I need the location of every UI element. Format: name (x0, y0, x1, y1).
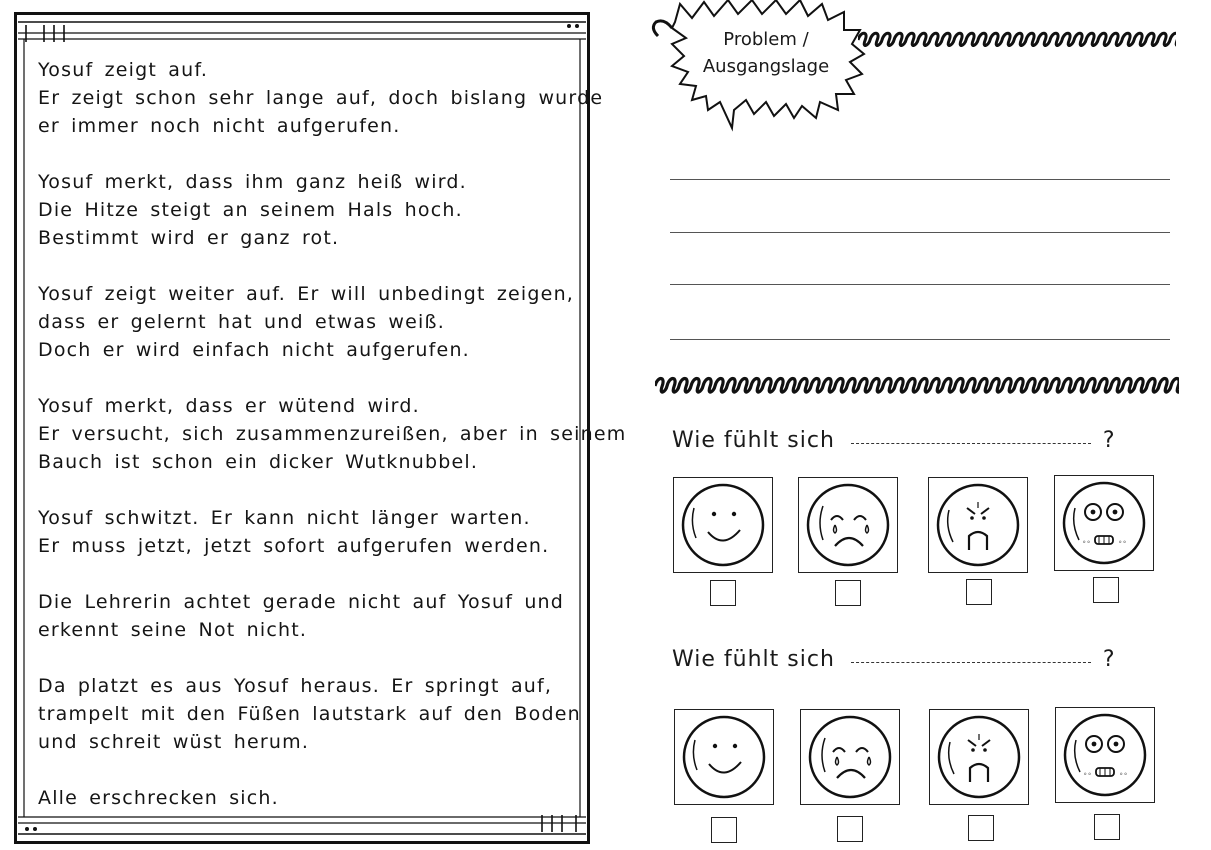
scared-face-icon[interactable] (1055, 707, 1155, 803)
name-blank[interactable] (851, 661, 1091, 663)
svg-text:∘∘: ∘∘ (1082, 538, 1091, 546)
angry-face-icon[interactable] (928, 477, 1028, 573)
svg-text:∘∘: ∘∘ (1118, 538, 1127, 546)
story-line: Bauch ist schon ein dicker Wutknubbel. (38, 451, 479, 473)
story-paragraph (38, 392, 627, 476)
story-frame (14, 12, 627, 844)
writing-line[interactable] (670, 339, 1170, 340)
story-line: Alle erschrecken sich. (38, 787, 279, 809)
bubble-label-line-1: Problem / (723, 29, 809, 50)
checkbox-angry[interactable] (968, 815, 994, 841)
feeling-question-text: Wie fühlt sich (672, 428, 835, 453)
sad-crying-face-icon[interactable] (798, 477, 898, 573)
story-line: Yosuf merkt, dass ihm ganz heiß wird. (38, 171, 467, 193)
story-paragraph (38, 588, 583, 644)
checkbox-angry[interactable] (966, 579, 992, 605)
bubble-label (640, 26, 892, 80)
story-line: Er versucht, sich zusammenzureißen, aber in seinem (38, 423, 627, 445)
story-line: Die Lehrerin achtet gerade nicht auf Yosuf und (38, 591, 565, 613)
sad-crying-face-icon[interactable] (800, 709, 900, 805)
checkbox-happy[interactable] (710, 580, 736, 606)
squiggle-divider-top (858, 26, 1176, 52)
angry-face-icon[interactable] (929, 709, 1029, 805)
bubble-label-line-2: Ausgangslage (702, 56, 830, 77)
svg-text:∘∘: ∘∘ (1083, 770, 1092, 778)
story-line: Er zeigt schon sehr lange auf, doch bislang wurde (38, 87, 604, 109)
story-line: Er muss jetzt, jetzt sofort aufgerufen werden. (38, 535, 550, 557)
story-line: Die Hitze steigt an seinem Hals hoch. (38, 199, 463, 221)
story-paragraph (38, 56, 604, 140)
writing-line[interactable] (670, 232, 1170, 233)
question-mark: ? (1102, 428, 1116, 453)
story-line: trampelt mit den Füßen lautstark auf den Boden (38, 703, 581, 725)
feeling-question (672, 428, 1116, 453)
story-line: Bestimmt wird er ganz rot. (38, 227, 340, 249)
happy-face-icon[interactable] (673, 477, 773, 573)
story-line: dass er gelernt hat und etwas weiß. (38, 311, 445, 333)
story-line: Yosuf zeigt weiter auf. Er will unbedingt zeigen, (38, 283, 575, 305)
writing-line[interactable] (670, 179, 1170, 180)
name-blank[interactable] (851, 442, 1091, 444)
speech-bubble (640, 0, 870, 140)
svg-text:∘∘: ∘∘ (1119, 770, 1128, 778)
checkbox-happy[interactable] (711, 817, 737, 843)
story-line: und schreit wüst herum. (38, 731, 310, 753)
happy-face-icon[interactable] (674, 709, 774, 805)
writing-line[interactable] (670, 284, 1170, 285)
story-line: Yosuf schwitzt. Er kann nicht länger warten. (38, 507, 531, 529)
story-paragraph (38, 504, 583, 560)
checkbox-scared[interactable] (1093, 577, 1119, 603)
story-line: er immer noch nicht aufgerufen. (38, 115, 401, 137)
feeling-question (672, 647, 1116, 672)
story-line: erkennt seine Not nicht. (38, 619, 308, 641)
story-text (38, 56, 627, 840)
story-paragraph (38, 168, 583, 252)
story-paragraph (38, 784, 583, 812)
checkbox-scared[interactable] (1094, 814, 1120, 840)
scared-face-icon[interactable] (1054, 475, 1154, 571)
story-line: Yosuf zeigt auf. (38, 59, 209, 81)
checkbox-sad[interactable] (837, 816, 863, 842)
story-paragraph (38, 280, 583, 364)
squiggle-divider-middle (655, 370, 1179, 400)
question-mark: ? (1102, 647, 1116, 672)
feeling-question-text: Wie fühlt sich (672, 647, 835, 672)
checkbox-sad[interactable] (835, 580, 861, 606)
story-line: Doch er wird einfach nicht aufgerufen. (38, 339, 470, 361)
story-line: Yosuf merkt, dass er wütend wird. (38, 395, 420, 417)
story-paragraph (38, 672, 583, 756)
story-line: Da platzt es aus Yosuf heraus. Er springt auf, (38, 675, 553, 697)
